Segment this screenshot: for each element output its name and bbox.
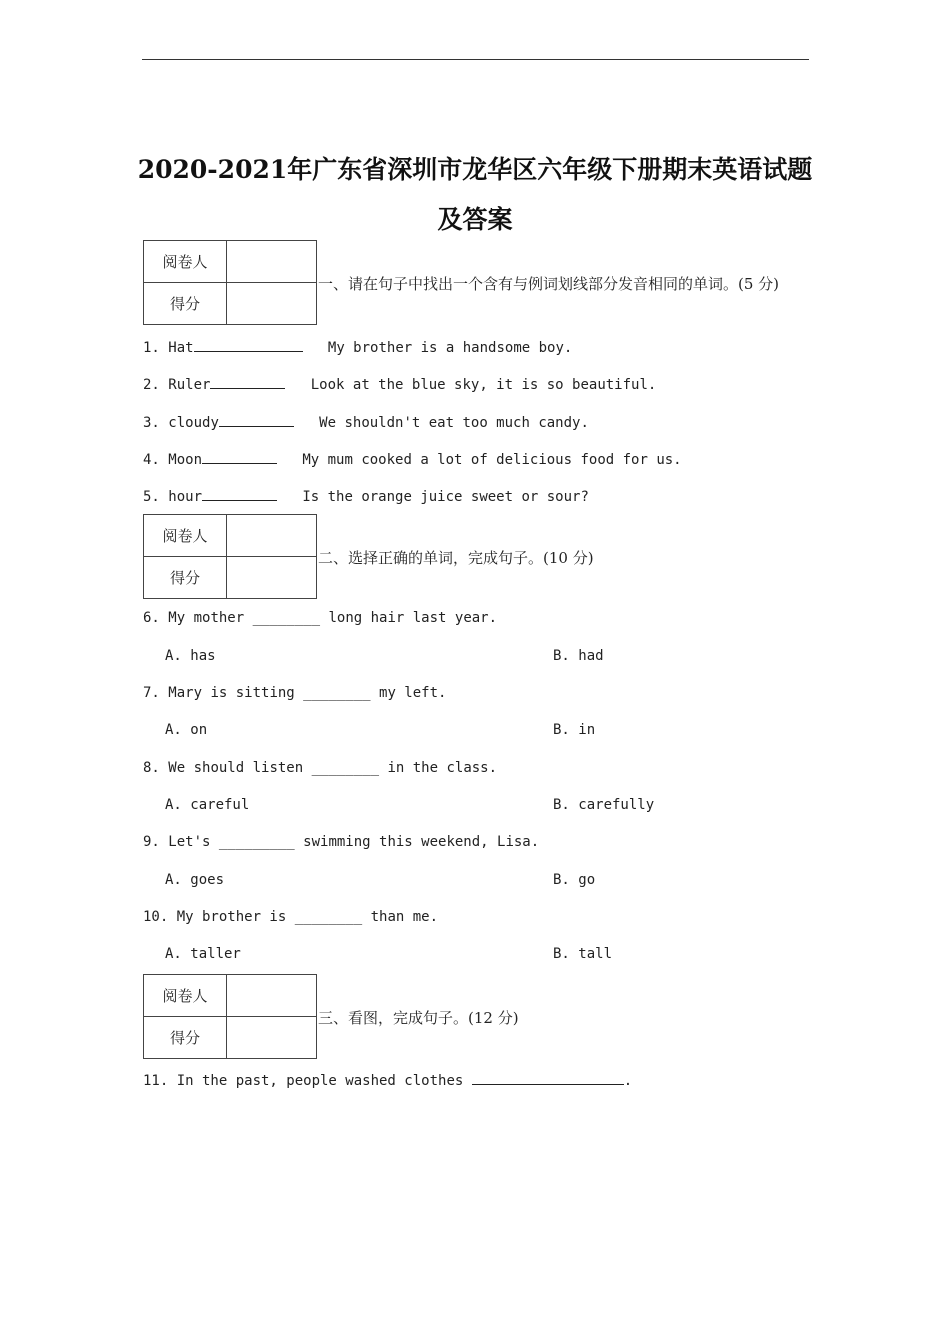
option-b: B. carefully <box>553 797 655 813</box>
reviewer-cell <box>227 515 317 557</box>
score-box <box>143 240 317 325</box>
answer-blank <box>472 1070 624 1085</box>
question-4: 4. Moon My mum cooked a lot of delicious food for us. <box>143 449 682 468</box>
option-b: B. in <box>553 722 596 738</box>
score-cell <box>227 1017 317 1059</box>
reviewer-label: 阅卷人 <box>144 975 227 1017</box>
option-b: B. had <box>553 648 604 664</box>
section-heading-1: 一、请在句子中找出一个含有与例词划线部分发音相同的单词。(5 分) <box>318 275 780 293</box>
reviewer-label: 阅卷人 <box>144 515 227 557</box>
question-5: 5. hour Is the orange juice sweet or sour? <box>143 486 589 505</box>
answer-blank <box>202 486 277 501</box>
answer-blank <box>219 412 294 427</box>
option-a: A. taller <box>165 946 241 962</box>
option-a: A. on <box>165 722 208 738</box>
option-a: A. has <box>165 648 216 664</box>
section-heading-2: 二、选择正确的单词，完成句子。(10 分) <box>318 549 594 567</box>
score-box <box>143 974 317 1059</box>
option-a: A. careful <box>165 797 250 813</box>
score-cell <box>227 283 317 325</box>
option-a: A. goes <box>165 872 225 888</box>
answer-blank <box>210 374 285 389</box>
question-2: 2. Ruler Look at the blue sky, it is so beautiful. <box>143 374 656 393</box>
reviewer-cell <box>227 975 317 1017</box>
section-heading-3: 三、看图，完成句子。(12 分) <box>318 1009 519 1027</box>
score-label: 得分 <box>144 1017 227 1059</box>
score-label: 得分 <box>144 557 227 599</box>
question-1: 1. Hat My brother is a handsome boy. <box>143 337 572 356</box>
question-11: 11. In the past, people washed clothes . <box>143 1070 632 1089</box>
reviewer-label: 阅卷人 <box>144 241 227 283</box>
question-8: 8. We should listen ________ in the class. <box>143 760 498 776</box>
answer-blank <box>194 337 303 352</box>
question-7: 7. Mary is sitting ________ my left. <box>143 685 447 701</box>
score-box <box>143 514 317 599</box>
answer-blank <box>202 449 277 464</box>
option-b: B. go <box>553 872 596 888</box>
question-6: 6. My mother ________ long hair last year. <box>143 610 498 626</box>
exam-title-line2: 及答案 <box>437 205 513 234</box>
question-3: 3. cloudy We shouldn't eat too much candy. <box>143 412 589 431</box>
score-cell <box>227 557 317 599</box>
reviewer-cell <box>227 241 317 283</box>
score-label: 得分 <box>144 283 227 325</box>
question-9: 9. Let's _________ swimming this weekend, Lisa. <box>143 834 540 850</box>
option-b: B. tall <box>553 946 613 962</box>
question-10: 10. My brother is ________ than me. <box>143 909 439 925</box>
exam-title-line1: 2020-2021年广东省深圳市龙华区六年级下册期末英语试题 <box>137 155 813 184</box>
header-rule <box>142 59 809 60</box>
